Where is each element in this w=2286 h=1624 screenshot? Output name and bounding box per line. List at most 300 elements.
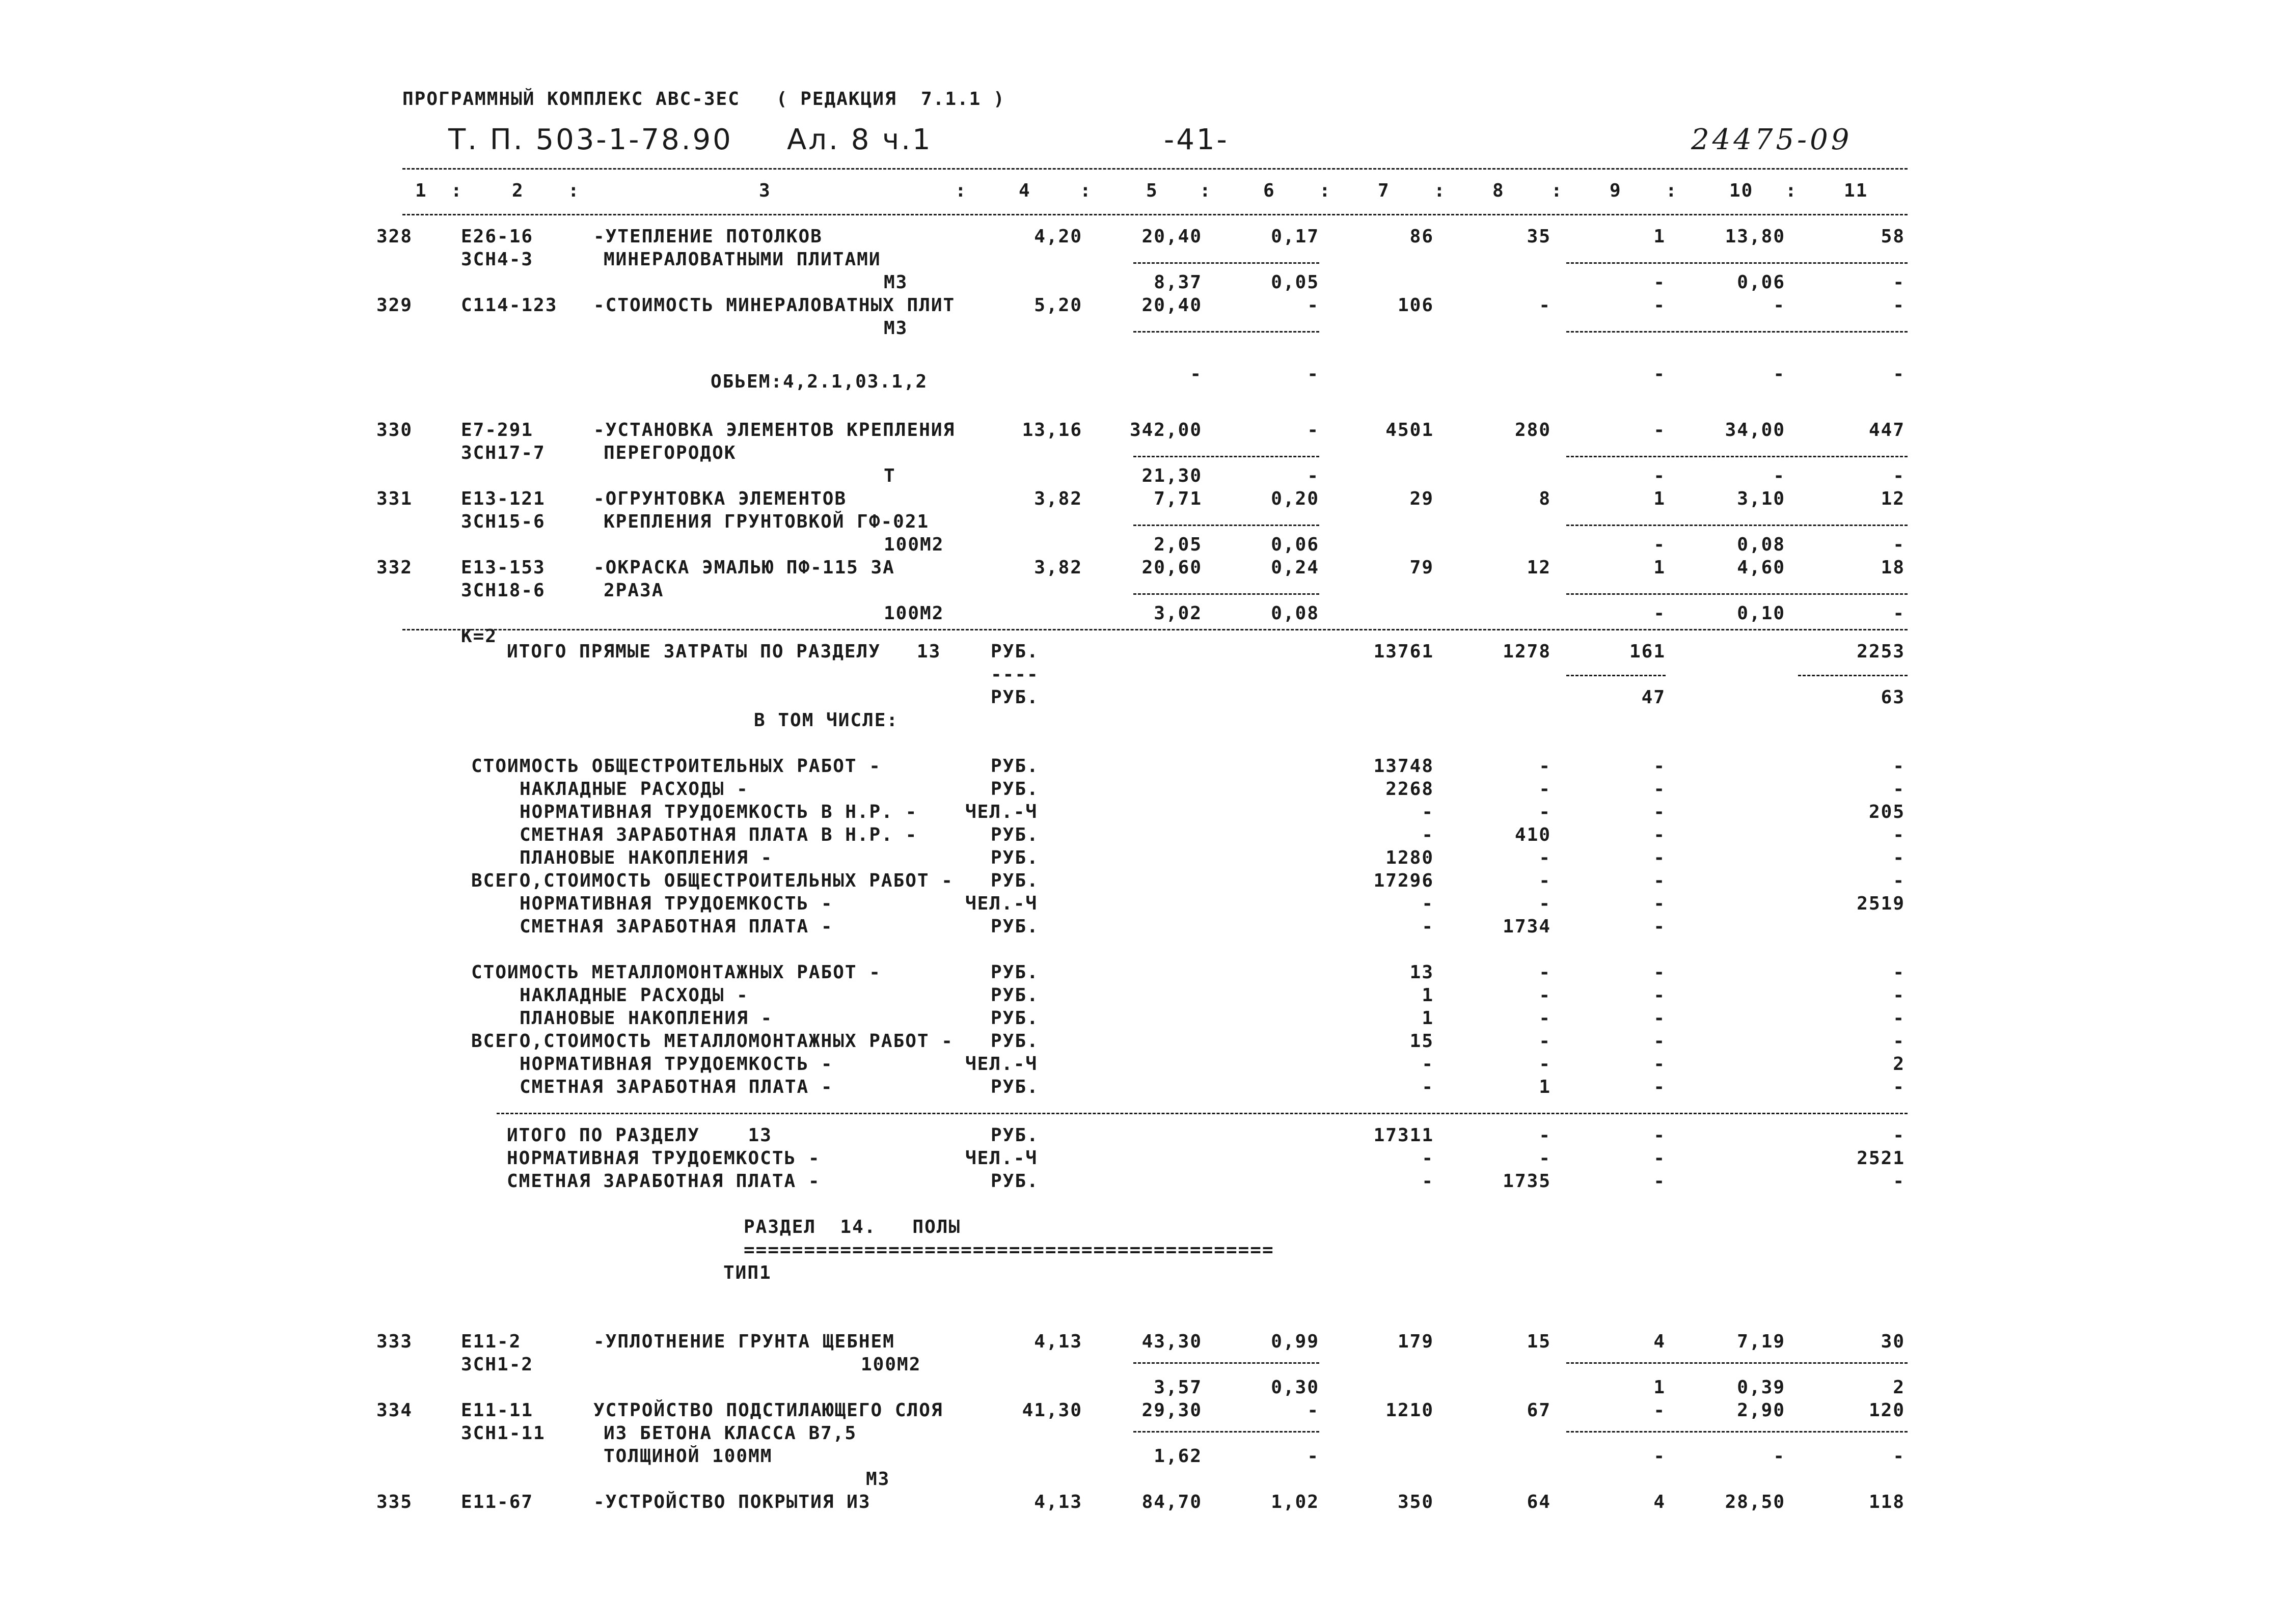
row-subrule (1566, 262, 1908, 264)
header-rule-bottom (402, 214, 1908, 215)
total-c11: 2521 (1857, 1148, 1905, 1169)
value-c6: 0,20 (1271, 488, 1319, 509)
summary-c11: 2 (1893, 1054, 1905, 1075)
value-c7: 79 (1409, 557, 1434, 578)
total-c8: 1735 (1503, 1171, 1551, 1192)
sub-value-s5: 21,30 (1141, 465, 1202, 486)
value-c9: 1 (1653, 557, 1666, 578)
column-header-cell: : (955, 180, 967, 201)
value-c11: 120 (1868, 1400, 1905, 1421)
summary-c8: - (1539, 962, 1551, 983)
row-subrule (1566, 456, 1908, 457)
row-subrule (1133, 525, 1319, 526)
summary-c8: - (1539, 756, 1551, 777)
summary-c7: 1 (1422, 985, 1434, 1006)
summary-c9: - (1653, 779, 1666, 800)
row-number: 335 (376, 1492, 413, 1512)
value-c7: 86 (1409, 226, 1434, 247)
summary-unit: РУБ. (991, 1031, 1039, 1052)
volume-line: ОБЬЕМ:4,2.1,03.1,2 (711, 371, 928, 392)
work-description-cont: МИНЕРАЛОВАТНЫМИ ПЛИТАМИ (604, 249, 881, 270)
summary-c11: 2519 (1857, 893, 1905, 914)
column-header-cell: 6 (1263, 180, 1275, 201)
summary-c9: - (1653, 1054, 1666, 1075)
summary-unit: ЧЕЛ.-Ч (965, 1054, 1038, 1075)
sub-value-s11: - (1893, 603, 1905, 624)
summary-c7: 13 (1409, 962, 1434, 983)
row-number: 328 (376, 226, 413, 247)
value-c7: 1210 (1385, 1400, 1434, 1421)
value-c4: 4,13 (1034, 1331, 1082, 1352)
summary-unit: РУБ. (991, 779, 1039, 800)
summary-c8: - (1539, 1031, 1551, 1052)
summary-c9: - (1653, 985, 1666, 1006)
value-c10: 3,10 (1737, 488, 1785, 509)
column-header-cell: 4 (1019, 180, 1031, 201)
value-c11: 118 (1868, 1492, 1905, 1512)
value-c4: 4,20 (1034, 226, 1082, 247)
summary-label: ПЛАНОВЫЕ НАКОПЛЕНИЯ - (520, 847, 773, 868)
value-c8: 15 (1527, 1331, 1551, 1352)
summary-c9: - (1653, 962, 1666, 983)
summary-label: СМЕТНАЯ ЗАРАБОТНАЯ ПЛАТА В Н.Р. - (520, 824, 918, 845)
work-description: -СТОИМОСТЬ МИНЕРАЛОВАТНЫХ ПЛИТ (593, 295, 956, 316)
total-c7: - (1422, 1148, 1434, 1169)
work-description-cont: ПЕРЕГОРОДОК (604, 443, 737, 463)
summary-c11: 205 (1868, 802, 1905, 822)
section-total-c9-2: 47 (1641, 687, 1666, 708)
total-c8: - (1539, 1148, 1551, 1169)
summary-label: ПЛАНОВЫЕ НАКОПЛЕНИЯ - (520, 1008, 773, 1029)
summary-c9: - (1653, 893, 1666, 914)
work-description-cont: 2РАЗА (604, 580, 664, 601)
value-c10: 4,60 (1737, 557, 1785, 578)
value-c4: 3,82 (1034, 557, 1082, 578)
summary-c11: - (1893, 847, 1905, 868)
column-header-cell: 2 (512, 180, 524, 201)
summary-c7: - (1422, 802, 1434, 822)
value-c5: 342,00 (1129, 420, 1202, 441)
value-c4: 3,82 (1034, 488, 1082, 509)
summary-c7: - (1422, 1054, 1434, 1075)
column-header-cell: : (1080, 180, 1092, 201)
summary-label: НОРМАТИВНАЯ ТРУДОЕМКОСТЬ - (520, 1054, 833, 1075)
norm-code: Е26-16 (461, 226, 534, 247)
summary-unit: РУБ. (991, 962, 1039, 983)
row-subrule (1133, 593, 1319, 595)
row-subrule (1133, 262, 1319, 264)
norm-code: Е11-2 (461, 1331, 522, 1352)
summary-unit: РУБ. (991, 870, 1039, 891)
column-header-cell: 11 (1844, 180, 1868, 201)
sub-value-s11: - (1893, 465, 1905, 486)
page-number: -41- (1164, 123, 1229, 156)
column-header-cell: 3 (759, 180, 771, 201)
value-c7: 4501 (1385, 420, 1434, 441)
total-unit: ЧЕЛ.-Ч (965, 1148, 1038, 1169)
summary-c8: - (1539, 893, 1551, 914)
value-c9: - (1653, 1400, 1666, 1421)
value-c11: - (1893, 295, 1905, 316)
sub-value-s6: 0,06 (1271, 534, 1319, 555)
value-c9: 1 (1653, 488, 1666, 509)
column-header-cell: : (1666, 180, 1678, 201)
summary-label: НАКЛАДНЫЕ РАСХОДЫ - (520, 779, 749, 800)
norm-code-secondary: ЗСН17-7 (461, 443, 546, 463)
document-code: 24475-09 (1691, 123, 1853, 156)
row-number: 334 (376, 1400, 413, 1421)
value-c9: - (1653, 295, 1666, 316)
summary-unit: РУБ. (991, 916, 1039, 937)
summary-c8: - (1539, 985, 1551, 1006)
value-c8: 35 (1527, 226, 1551, 247)
value-c9: 4 (1653, 1331, 1666, 1352)
total-label: НОРМАТИВНАЯ ТРУДОЕМКОСТЬ - (507, 1148, 821, 1169)
summary-c7: 2268 (1385, 779, 1434, 800)
value-c5: 7,71 (1154, 488, 1202, 509)
norm-coefficient: К=2 (461, 626, 498, 647)
sub-value-s5: 2,05 (1154, 534, 1202, 555)
value-c11: 447 (1868, 420, 1905, 441)
summary-c9: - (1653, 916, 1666, 937)
section-rule (402, 629, 1908, 630)
summary-c7: 15 (1409, 1031, 1434, 1052)
sub-value-s11: - (1893, 272, 1905, 293)
column-header-cell: : (1319, 180, 1331, 201)
total-label: ИТОГО ПО РАЗДЕЛУ 13 (507, 1125, 772, 1146)
summary-c11: - (1893, 1031, 1905, 1052)
section-total-c11-2: 63 (1881, 687, 1905, 708)
total-c8: - (1539, 1125, 1551, 1146)
section-14-title: РАЗДЕЛ 14. ПОЛЫ (744, 1217, 961, 1237)
summary-c7: 17296 (1373, 870, 1434, 891)
sub-value-s9: - (1653, 272, 1666, 293)
unit-of-measure: 100М2 (884, 603, 944, 624)
summary-c8: 1734 (1503, 916, 1551, 937)
summary-unit: РУБ. (991, 824, 1039, 845)
column-header-cell: : (568, 180, 580, 201)
summary-c11: - (1893, 779, 1905, 800)
norm-code-secondary: ЗСН1-2 (461, 1354, 534, 1375)
value-c5: 20,40 (1141, 295, 1202, 316)
value-c8: - (1539, 295, 1551, 316)
summary-c8: 1 (1539, 1077, 1551, 1097)
summary-c9: - (1653, 802, 1666, 822)
summary-c8: - (1539, 1054, 1551, 1075)
value-c11: 58 (1881, 226, 1905, 247)
value-c10: 13,80 (1725, 226, 1785, 247)
summary-label: СТОИМОСТЬ МЕТАЛЛОМОНТАЖНЫХ РАБОТ - (471, 962, 881, 983)
value-c5: 20,40 (1141, 226, 1202, 247)
summary-c9: - (1653, 1008, 1666, 1029)
summary-c7: 1280 (1385, 847, 1434, 868)
sub-value-s9: - (1653, 364, 1666, 384)
row-subrule (1566, 331, 1908, 333)
summary-unit: РУБ. (991, 985, 1039, 1006)
sub-value-s5: 3,02 (1154, 603, 1202, 624)
value-c5: 43,30 (1141, 1331, 1202, 1352)
sub-value-s5: 8,37 (1154, 272, 1202, 293)
summary-c8: - (1539, 779, 1551, 800)
sub-value-s9: - (1653, 603, 1666, 624)
column-header-cell: : (1785, 180, 1798, 201)
column-header-cell: 7 (1378, 180, 1390, 201)
value-c11: 18 (1881, 557, 1905, 578)
value-c9: 4 (1653, 1492, 1666, 1512)
sub-value-s5: 1,62 (1154, 1446, 1202, 1467)
summary-unit: РУБ. (991, 1008, 1039, 1029)
value-c6: - (1307, 1400, 1319, 1421)
sub-value-s5: 3,57 (1154, 1377, 1202, 1398)
value-c7: 350 (1397, 1492, 1434, 1512)
norm-code: Е13-153 (461, 557, 546, 578)
summary-c11: - (1893, 756, 1905, 777)
column-header-cell: : (451, 180, 463, 201)
summary-label: ВСЕГО,СТОИМОСТЬ ОБЩЕСТРОИТЕЛЬНЫХ РАБОТ - (471, 870, 954, 891)
summary-c11: - (1893, 870, 1905, 891)
value-c7: 29 (1409, 488, 1434, 509)
column-header-cell: : (1551, 180, 1563, 201)
summary-c9: - (1653, 870, 1666, 891)
total-c7: - (1422, 1171, 1434, 1192)
total-c9: - (1653, 1125, 1666, 1146)
summary-c9: - (1653, 756, 1666, 777)
value-c10: 34,00 (1725, 420, 1785, 441)
sub-value-s9: 1 (1653, 1377, 1666, 1398)
sub-value-s11: - (1893, 534, 1905, 555)
work-description-cont: КРЕПЛЕНИЯ ГРУНТОВКОЙ ГФ-021 (604, 511, 930, 532)
sub-value-s11: - (1893, 364, 1905, 384)
work-description: -УПЛОТНЕНИЕ ГРУНТА ЩЕБНЕМ (593, 1331, 895, 1352)
sub-value-s6: - (1307, 364, 1319, 384)
summary-c11: - (1893, 1077, 1905, 1097)
summary-unit: РУБ. (991, 756, 1039, 777)
section-14-underline: ============================================ (744, 1240, 1274, 1260)
row-subrule (1133, 1431, 1319, 1433)
row-subrule (1566, 593, 1908, 595)
summary-c7: - (1422, 1077, 1434, 1097)
sub-value-s10: - (1773, 465, 1785, 486)
norm-code: Е11-67 (461, 1492, 534, 1512)
column-header-cell: 9 (1610, 180, 1622, 201)
work-description: -УСТАНОВКА ЭЛЕМЕНТОВ КРЕПЛЕНИЯ (593, 420, 956, 441)
row-number: 329 (376, 295, 413, 316)
value-c6: 0,99 (1271, 1331, 1319, 1352)
section-total-label: ИТОГО ПРЯМЫЕ ЗАТРАТЫ ПО РАЗДЕЛУ 13 (507, 641, 941, 662)
unit-of-measure: М3 (884, 272, 908, 293)
summary-label: ВСЕГО,СТОИМОСТЬ МЕТАЛЛОМОНТАЖНЫХ РАБОТ - (471, 1031, 954, 1052)
norm-code: Е11-11 (461, 1400, 534, 1421)
column-header-cell: 5 (1146, 180, 1158, 201)
totals-rule (497, 1113, 1908, 1114)
norm-code: Е7-291 (461, 420, 534, 441)
norm-code: Е13-121 (461, 488, 546, 509)
value-c6: 0,17 (1271, 226, 1319, 247)
summary-c11: - (1893, 1008, 1905, 1029)
section-total-c8: 1278 (1503, 641, 1551, 662)
value-c10: 7,19 (1737, 1331, 1785, 1352)
sub-value-s9: - (1653, 1446, 1666, 1467)
work-description: -УСТРОЙСТВО ПОКРЫТИЯ ИЗ (593, 1492, 871, 1512)
sub-value-s10: 0,39 (1737, 1377, 1785, 1398)
value-c9: 1 (1653, 226, 1666, 247)
value-c5: 84,70 (1141, 1492, 1202, 1512)
summary-c7: - (1422, 824, 1434, 845)
sub-value-s10: - (1773, 364, 1785, 384)
column-header-cell: 10 (1729, 180, 1754, 201)
value-c4: 4,13 (1034, 1492, 1082, 1512)
summary-label: СМЕТНАЯ ЗАРАБОТНАЯ ПЛАТА - (520, 916, 833, 937)
sub-value-s6: - (1307, 1446, 1319, 1467)
summary-c11: - (1893, 824, 1905, 845)
sub-value-s10: - (1773, 1446, 1785, 1467)
row-subrule (1133, 331, 1319, 333)
summary-c8: 410 (1514, 824, 1551, 845)
norm-code: С114-123 (461, 295, 558, 316)
sub-value-s10: 0,08 (1737, 534, 1785, 555)
row-number: 330 (376, 420, 413, 441)
unit-of-measure: М3 (866, 1469, 890, 1490)
sub-value-s10: 0,06 (1737, 272, 1785, 293)
summary-label: НАКЛАДНЫЕ РАСХОДЫ - (520, 985, 749, 1006)
row-subrule (1133, 456, 1319, 457)
value-c4: 5,20 (1034, 295, 1082, 316)
total-c11: - (1893, 1125, 1905, 1146)
sub-value-s6: 0,08 (1271, 603, 1319, 624)
value-c8: 64 (1527, 1492, 1551, 1512)
total-c11: - (1893, 1171, 1905, 1192)
total-label: СМЕТНАЯ ЗАРАБОТНАЯ ПЛАТА - (507, 1171, 821, 1192)
summary-c7: - (1422, 893, 1434, 914)
total-c9: - (1653, 1171, 1666, 1192)
value-c6: - (1307, 295, 1319, 316)
unit-of-measure: Т (884, 465, 896, 486)
summary-label: СТОИМОСТЬ ОБЩЕСТРОИТЕЛЬНЫХ РАБОТ - (471, 756, 881, 777)
summary-c9: - (1653, 847, 1666, 868)
summary-c9: - (1653, 1031, 1666, 1052)
summary-unit: РУБ. (991, 847, 1039, 868)
project-number: Т. П. 503-1-78.90 (448, 123, 733, 156)
summary-c7: 1 (1422, 1008, 1434, 1029)
work-description-cont: ТОЛЩИНОЙ 100ММ (604, 1446, 773, 1467)
type-label: ТИП1 (723, 1262, 772, 1283)
section-total-unit-2: РУБ. (991, 687, 1039, 708)
summary-label: НОРМАТИВНАЯ ТРУДОЕМКОСТЬ - (520, 893, 833, 914)
column-header-cell: : (1200, 180, 1212, 201)
total-unit: РУБ. (991, 1171, 1039, 1192)
total-c7: 17311 (1373, 1125, 1434, 1146)
including-heading: В ТОМ ЧИСЛЕ: (754, 710, 899, 731)
summary-c8: - (1539, 847, 1551, 868)
summary-c8: - (1539, 1008, 1551, 1029)
total-unit: РУБ. (991, 1125, 1039, 1146)
row-number: 331 (376, 488, 413, 509)
column-header-cell: : (1434, 180, 1446, 201)
summary-c9: - (1653, 1077, 1666, 1097)
total-c9: - (1653, 1148, 1666, 1169)
work-description: -ОКРАСКА ЭМАЛЬЮ ПФ-115 ЗА (593, 557, 895, 578)
section-total-dash: ---- (991, 664, 1039, 685)
album-number: Ал. 8 ч.1 (787, 123, 933, 156)
summary-unit: ЧЕЛ.-Ч (965, 893, 1038, 914)
column-header-cell: 8 (1492, 180, 1505, 201)
row-number: 333 (376, 1331, 413, 1352)
work-description: -ОГРУНТОВКА ЭЛЕМЕНТОВ (593, 488, 847, 509)
unit-of-measure: М3 (884, 318, 908, 339)
summary-c11: - (1893, 962, 1905, 983)
summary-label: НОРМАТИВНАЯ ТРУДОЕМКОСТЬ В Н.Р. - (520, 802, 918, 822)
value-c10: 28,50 (1725, 1492, 1785, 1512)
summary-c8: - (1539, 870, 1551, 891)
row-subrule (1566, 1431, 1908, 1433)
value-c4: 13,16 (1022, 420, 1082, 441)
unit-of-measure: 100М2 (884, 534, 944, 555)
value-c4: 41,30 (1022, 1400, 1082, 1421)
total-subrule (1566, 675, 1666, 676)
summary-c7: - (1422, 916, 1434, 937)
row-subrule (1566, 525, 1908, 526)
value-c8: 280 (1514, 420, 1551, 441)
sub-value-s6: - (1307, 465, 1319, 486)
value-c8: 67 (1527, 1400, 1551, 1421)
value-c10: - (1773, 295, 1785, 316)
summary-c11: - (1893, 985, 1905, 1006)
sub-value-s11: 2 (1893, 1377, 1905, 1398)
summary-c8: - (1539, 802, 1551, 822)
value-c7: 179 (1397, 1331, 1434, 1352)
row-subrule (1566, 1362, 1908, 1364)
section-total-c7: 13761 (1373, 641, 1434, 662)
value-c6: - (1307, 420, 1319, 441)
value-c11: 12 (1881, 488, 1905, 509)
value-c6: 0,24 (1271, 557, 1319, 578)
sub-value-s6: 0,05 (1271, 272, 1319, 293)
work-description: -УТЕПЛЕНИЕ ПОТОЛКОВ (593, 226, 823, 247)
norm-code-secondary: ЗСН1-11 (461, 1423, 546, 1444)
section-total-unit: РУБ. (991, 641, 1039, 662)
summary-c7: 13748 (1373, 756, 1434, 777)
value-c9: - (1653, 420, 1666, 441)
summary-unit: ЧЕЛ.-Ч (965, 802, 1038, 822)
unit-of-measure: 100М2 (861, 1354, 921, 1375)
summary-c9: - (1653, 824, 1666, 845)
value-c6: 1,02 (1271, 1492, 1319, 1512)
value-c10: 2,90 (1737, 1400, 1785, 1421)
value-c5: 20,60 (1141, 557, 1202, 578)
section-total-c9: 161 (1629, 641, 1666, 662)
header-rule-top (402, 168, 1908, 170)
work-description-cont: ИЗ БЕТОНА КЛАССА В7,5 (604, 1423, 857, 1444)
norm-code-secondary: ЗСН15-6 (461, 511, 546, 532)
total-subrule (1798, 675, 1908, 676)
norm-code-secondary: ЗСН18-6 (461, 580, 546, 601)
sub-value-s10: 0,10 (1737, 603, 1785, 624)
value-c8: 8 (1539, 488, 1551, 509)
sub-value-s5: - (1190, 364, 1202, 384)
sub-value-s11: - (1893, 1446, 1905, 1467)
sub-value-s9: - (1653, 534, 1666, 555)
value-c11: 30 (1881, 1331, 1905, 1352)
sub-value-s6: 0,30 (1271, 1377, 1319, 1398)
value-c5: 29,30 (1141, 1400, 1202, 1421)
section-total-c11: 2253 (1857, 641, 1905, 662)
norm-code-secondary: ЗСН4-3 (461, 249, 534, 270)
value-c8: 12 (1527, 557, 1551, 578)
summary-label: СМЕТНАЯ ЗАРАБОТНАЯ ПЛАТА - (520, 1077, 833, 1097)
work-description: УСТРОЙСТВО ПОДСТИЛАЮЩЕГО СЛОЯ (593, 1400, 943, 1421)
row-subrule (1133, 1362, 1319, 1364)
program-header: ПРОГРАММНЫЙ КОМПЛЕКС АВС-ЗЕС ( РЕДАКЦИЯ 7.1.1 ) (402, 89, 1005, 109)
